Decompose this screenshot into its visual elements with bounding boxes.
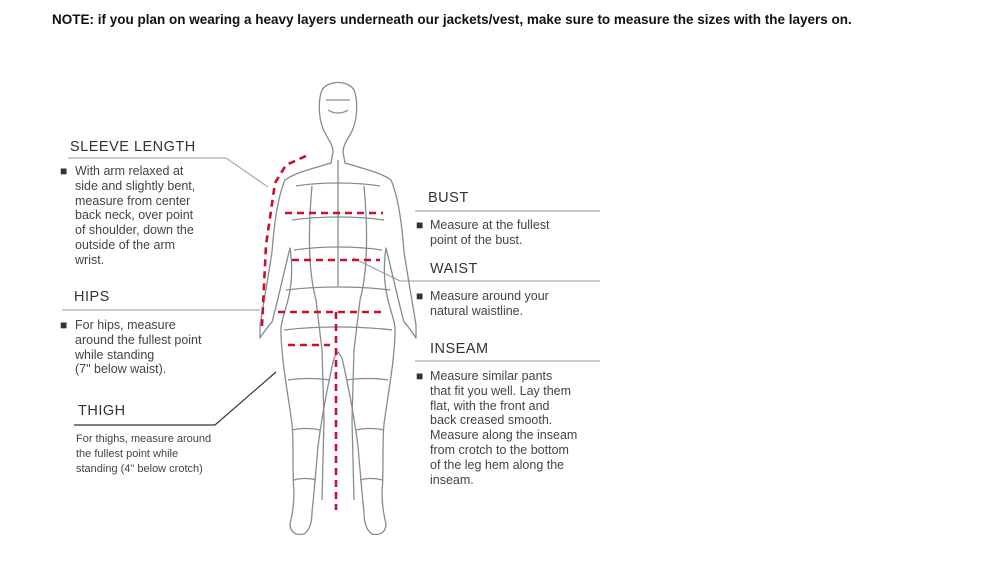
sleeve-bullet-icon: ■ <box>60 164 68 178</box>
bust-bullet-icon: ■ <box>416 218 424 232</box>
contour-left-leg <box>309 186 324 500</box>
contour-hip <box>286 287 390 290</box>
inseam-title: INSEAM <box>430 341 489 357</box>
hips-title: HIPS <box>74 289 110 305</box>
thigh-title: THIGH <box>78 403 126 419</box>
contour-right-leg <box>352 186 367 500</box>
thigh-text: For thighs, measure around the fullest point while standing (4" below crotch) <box>76 433 212 475</box>
contour-right-shin <box>360 479 382 481</box>
hips-bullet-icon: ■ <box>60 318 68 332</box>
sleeve-leader <box>226 158 268 187</box>
sleeve-length-title: SLEEVE LENGTH <box>70 139 196 155</box>
contour-face <box>328 110 348 113</box>
contour-thigh <box>284 327 392 330</box>
bust-title: BUST <box>428 190 469 206</box>
waist-bullet-icon: ■ <box>416 289 424 303</box>
body-silhouette <box>260 83 416 535</box>
waist-title: WAIST <box>430 261 478 277</box>
inseam-text: Measure similar pants that fit you well. Lay them flat, with the front and back creased smooth. Measure along the inseam from crotch to the bottom of the leg hem along the inseam. <box>430 369 578 487</box>
contour-left-calf <box>292 429 320 431</box>
size-note: NOTE: if you plan on wearing a heavy layers underneath our jackets/vest, make sure to measure the sizes with the layers on. <box>52 12 852 27</box>
contour-right-calf <box>356 429 384 431</box>
contour-left-knee <box>288 379 330 381</box>
contour-right-knee <box>346 379 388 381</box>
body-outline <box>260 83 416 535</box>
inseam-bullet-icon: ■ <box>416 369 424 383</box>
contour-left-shin <box>294 479 316 481</box>
bust-text: Measure at the fullest point of the bust. <box>430 218 550 247</box>
hips-text: For hips, measure around the fullest point while standing (7" below waist). <box>75 318 202 377</box>
waist-text: Measure around your natural waistline. <box>430 289 549 318</box>
sleeve-length-text: With arm relaxed at side and slightly bent, measure from center back neck, over point of shoulder, down the outside of the arm wrist. <box>75 164 196 267</box>
